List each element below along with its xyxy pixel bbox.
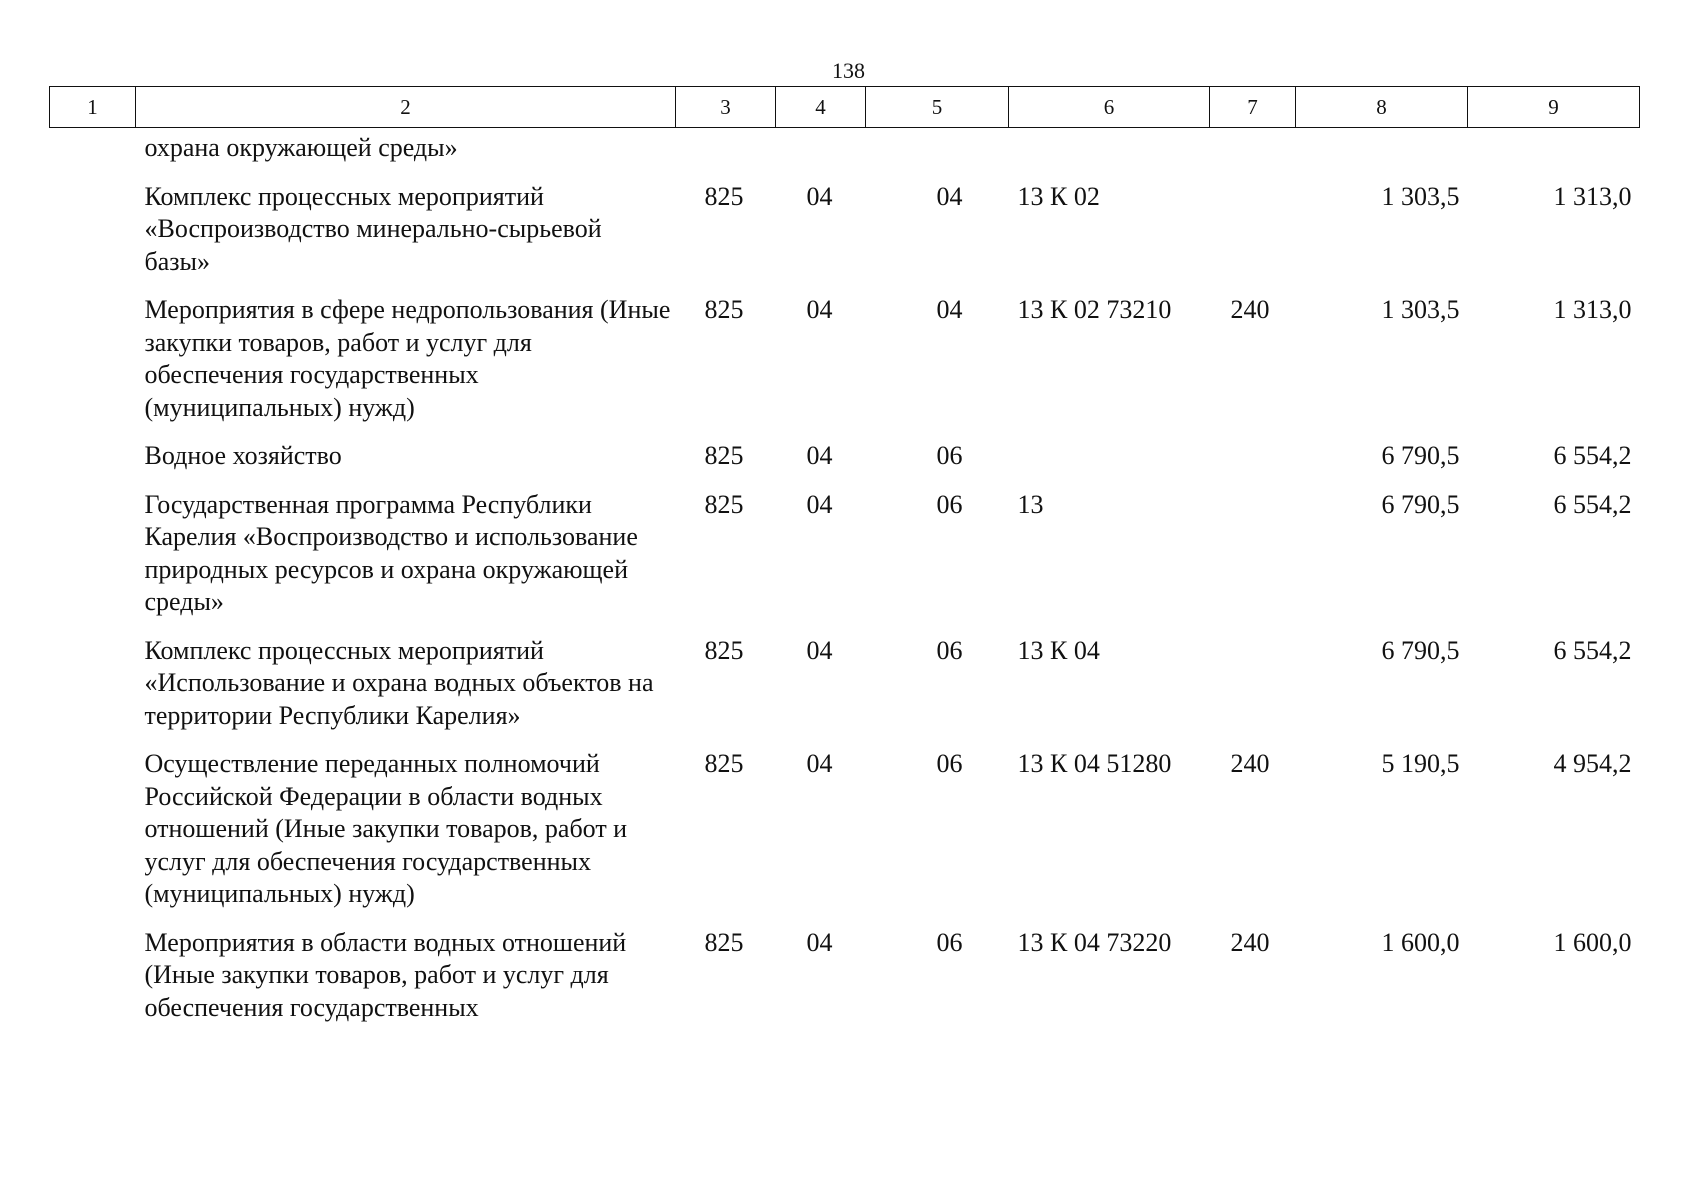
amount-col9: 6 554,2 xyxy=(1553,635,1632,665)
subsection-code: 06 xyxy=(936,927,963,957)
ministry-code: 825 xyxy=(704,749,744,778)
header-cell-9: 9 xyxy=(1468,87,1640,128)
amount-col9: 1 313,0 xyxy=(1553,181,1632,211)
row-number-cell xyxy=(50,489,136,635)
subsection-code: 06 xyxy=(936,489,963,519)
amount-col8: 6 790,5 xyxy=(1381,441,1460,470)
amount-col9: 6 554,2 xyxy=(1553,489,1632,519)
subsection-code: 04 xyxy=(936,181,963,211)
item-name: Комплекс процессных мероприятий «Воспроизводство минерально-сырьевой базы» xyxy=(144,181,602,276)
section-code: 04 xyxy=(806,295,833,324)
header-cell-3: 3 xyxy=(676,87,776,128)
row-number-cell xyxy=(50,181,136,295)
item-name: Осуществление переданных полномочий Российской Федерации в области водных отношений (Иные закупки товаров, работ и услуг для обеспечения государственных (муниципальных) нужд) xyxy=(144,749,628,908)
subsection-code: 06 xyxy=(936,441,963,470)
target-article-code: 13 К 04 51280 xyxy=(1017,749,1172,778)
target-article-code: 13 К 04 73220 xyxy=(1017,927,1172,957)
table-row xyxy=(50,748,1640,927)
table-body xyxy=(50,128,1640,1041)
expense-type-code xyxy=(1210,181,1296,295)
expense-type-code: 240 xyxy=(1230,927,1270,957)
section-code: 04 xyxy=(806,181,833,211)
section-code: 04 xyxy=(806,635,833,665)
header-cell-7: 7 xyxy=(1210,87,1296,128)
section-code xyxy=(776,128,866,181)
target-article-code xyxy=(1009,128,1210,181)
header-cell-8: 8 xyxy=(1296,87,1468,128)
subsection-code: 04 xyxy=(936,295,963,324)
header-cell-4: 4 xyxy=(776,87,866,128)
header-row xyxy=(50,87,1640,128)
table-header xyxy=(50,87,1640,128)
page-number: 138 xyxy=(832,58,865,83)
table-row xyxy=(50,440,1640,489)
amount-col9 xyxy=(1468,128,1640,181)
amount-col8: 1 303,5 xyxy=(1381,181,1460,211)
budget-table xyxy=(49,86,1640,1040)
ministry-code: 825 xyxy=(704,635,744,665)
ministry-code: 825 xyxy=(704,927,744,957)
subsection-code xyxy=(866,128,1009,181)
amount-col8: 1 303,5 xyxy=(1381,295,1460,324)
amount-col8 xyxy=(1296,128,1468,181)
ministry-code xyxy=(676,128,776,181)
subsection-code: 06 xyxy=(936,635,963,665)
item-name: Мероприятия в сфере недропользования (Иные закупки товаров, работ и услуг для обеспечения государственных (муниципальных) нужд) xyxy=(144,295,671,422)
row-number-cell xyxy=(50,635,136,749)
header-cell-6: 6 xyxy=(1009,87,1210,128)
item-name: Государственная программа Республики Карелия «Воспроизводство и использование природных ресурсов и охрана окружающей среды» xyxy=(144,489,638,616)
ministry-code: 825 xyxy=(704,489,744,519)
amount-col8: 5 190,5 xyxy=(1381,749,1460,778)
target-article-code xyxy=(1009,440,1210,489)
ministry-code: 825 xyxy=(704,295,744,324)
section-code: 04 xyxy=(806,441,833,470)
target-article-code: 13 К 04 xyxy=(1017,635,1100,665)
item-name: охрана окружающей среды» xyxy=(144,133,458,162)
table-row xyxy=(50,489,1640,635)
amount-col9: 6 554,2 xyxy=(1553,441,1632,470)
expense-type-code: 240 xyxy=(1230,749,1270,778)
table-row xyxy=(50,927,1640,1041)
section-code: 04 xyxy=(806,749,833,778)
header-cell-5: 5 xyxy=(866,87,1009,128)
table-row xyxy=(50,635,1640,749)
target-article-code: 13 xyxy=(1017,489,1044,519)
expense-type-code xyxy=(1210,128,1296,181)
table-row xyxy=(50,294,1640,440)
amount-col8: 1 600,0 xyxy=(1381,927,1460,957)
expense-type-code xyxy=(1210,440,1296,489)
amount-col9: 1 313,0 xyxy=(1553,295,1632,324)
header-cell-2: 2 xyxy=(136,87,676,128)
row-number-cell xyxy=(50,927,136,1041)
amount-col9: 1 600,0 xyxy=(1553,927,1632,957)
row-number-cell xyxy=(50,294,136,440)
amount-col9: 4 954,2 xyxy=(1553,749,1632,778)
target-article-code: 13 К 02 73210 xyxy=(1017,295,1172,324)
expense-type-code: 240 xyxy=(1230,295,1270,324)
header-cell-1: 1 xyxy=(50,87,136,128)
item-name: Мероприятия в области водных отношений (Иные закупки товаров, работ и услуг для обеспечения государственных xyxy=(144,927,627,1022)
table-row xyxy=(50,181,1640,295)
section-code: 04 xyxy=(806,927,833,957)
subsection-code: 06 xyxy=(936,749,963,778)
item-name: Комплекс процессных мероприятий «Использование и охрана водных объектов на территории Республики Карелия» xyxy=(144,635,654,730)
target-article-code: 13 К 02 xyxy=(1017,181,1100,211)
row-number-cell xyxy=(50,440,136,489)
amount-col8: 6 790,5 xyxy=(1381,489,1460,519)
row-number-cell xyxy=(50,748,136,927)
expense-type-code xyxy=(1210,489,1296,635)
row-number-cell xyxy=(50,128,136,181)
ministry-code: 825 xyxy=(704,181,744,211)
amount-col8: 6 790,5 xyxy=(1381,635,1460,665)
expense-type-code xyxy=(1210,635,1296,749)
ministry-code: 825 xyxy=(704,441,744,470)
table-row xyxy=(50,128,1640,181)
item-name: Водное хозяйство xyxy=(144,441,342,470)
section-code: 04 xyxy=(806,489,833,519)
